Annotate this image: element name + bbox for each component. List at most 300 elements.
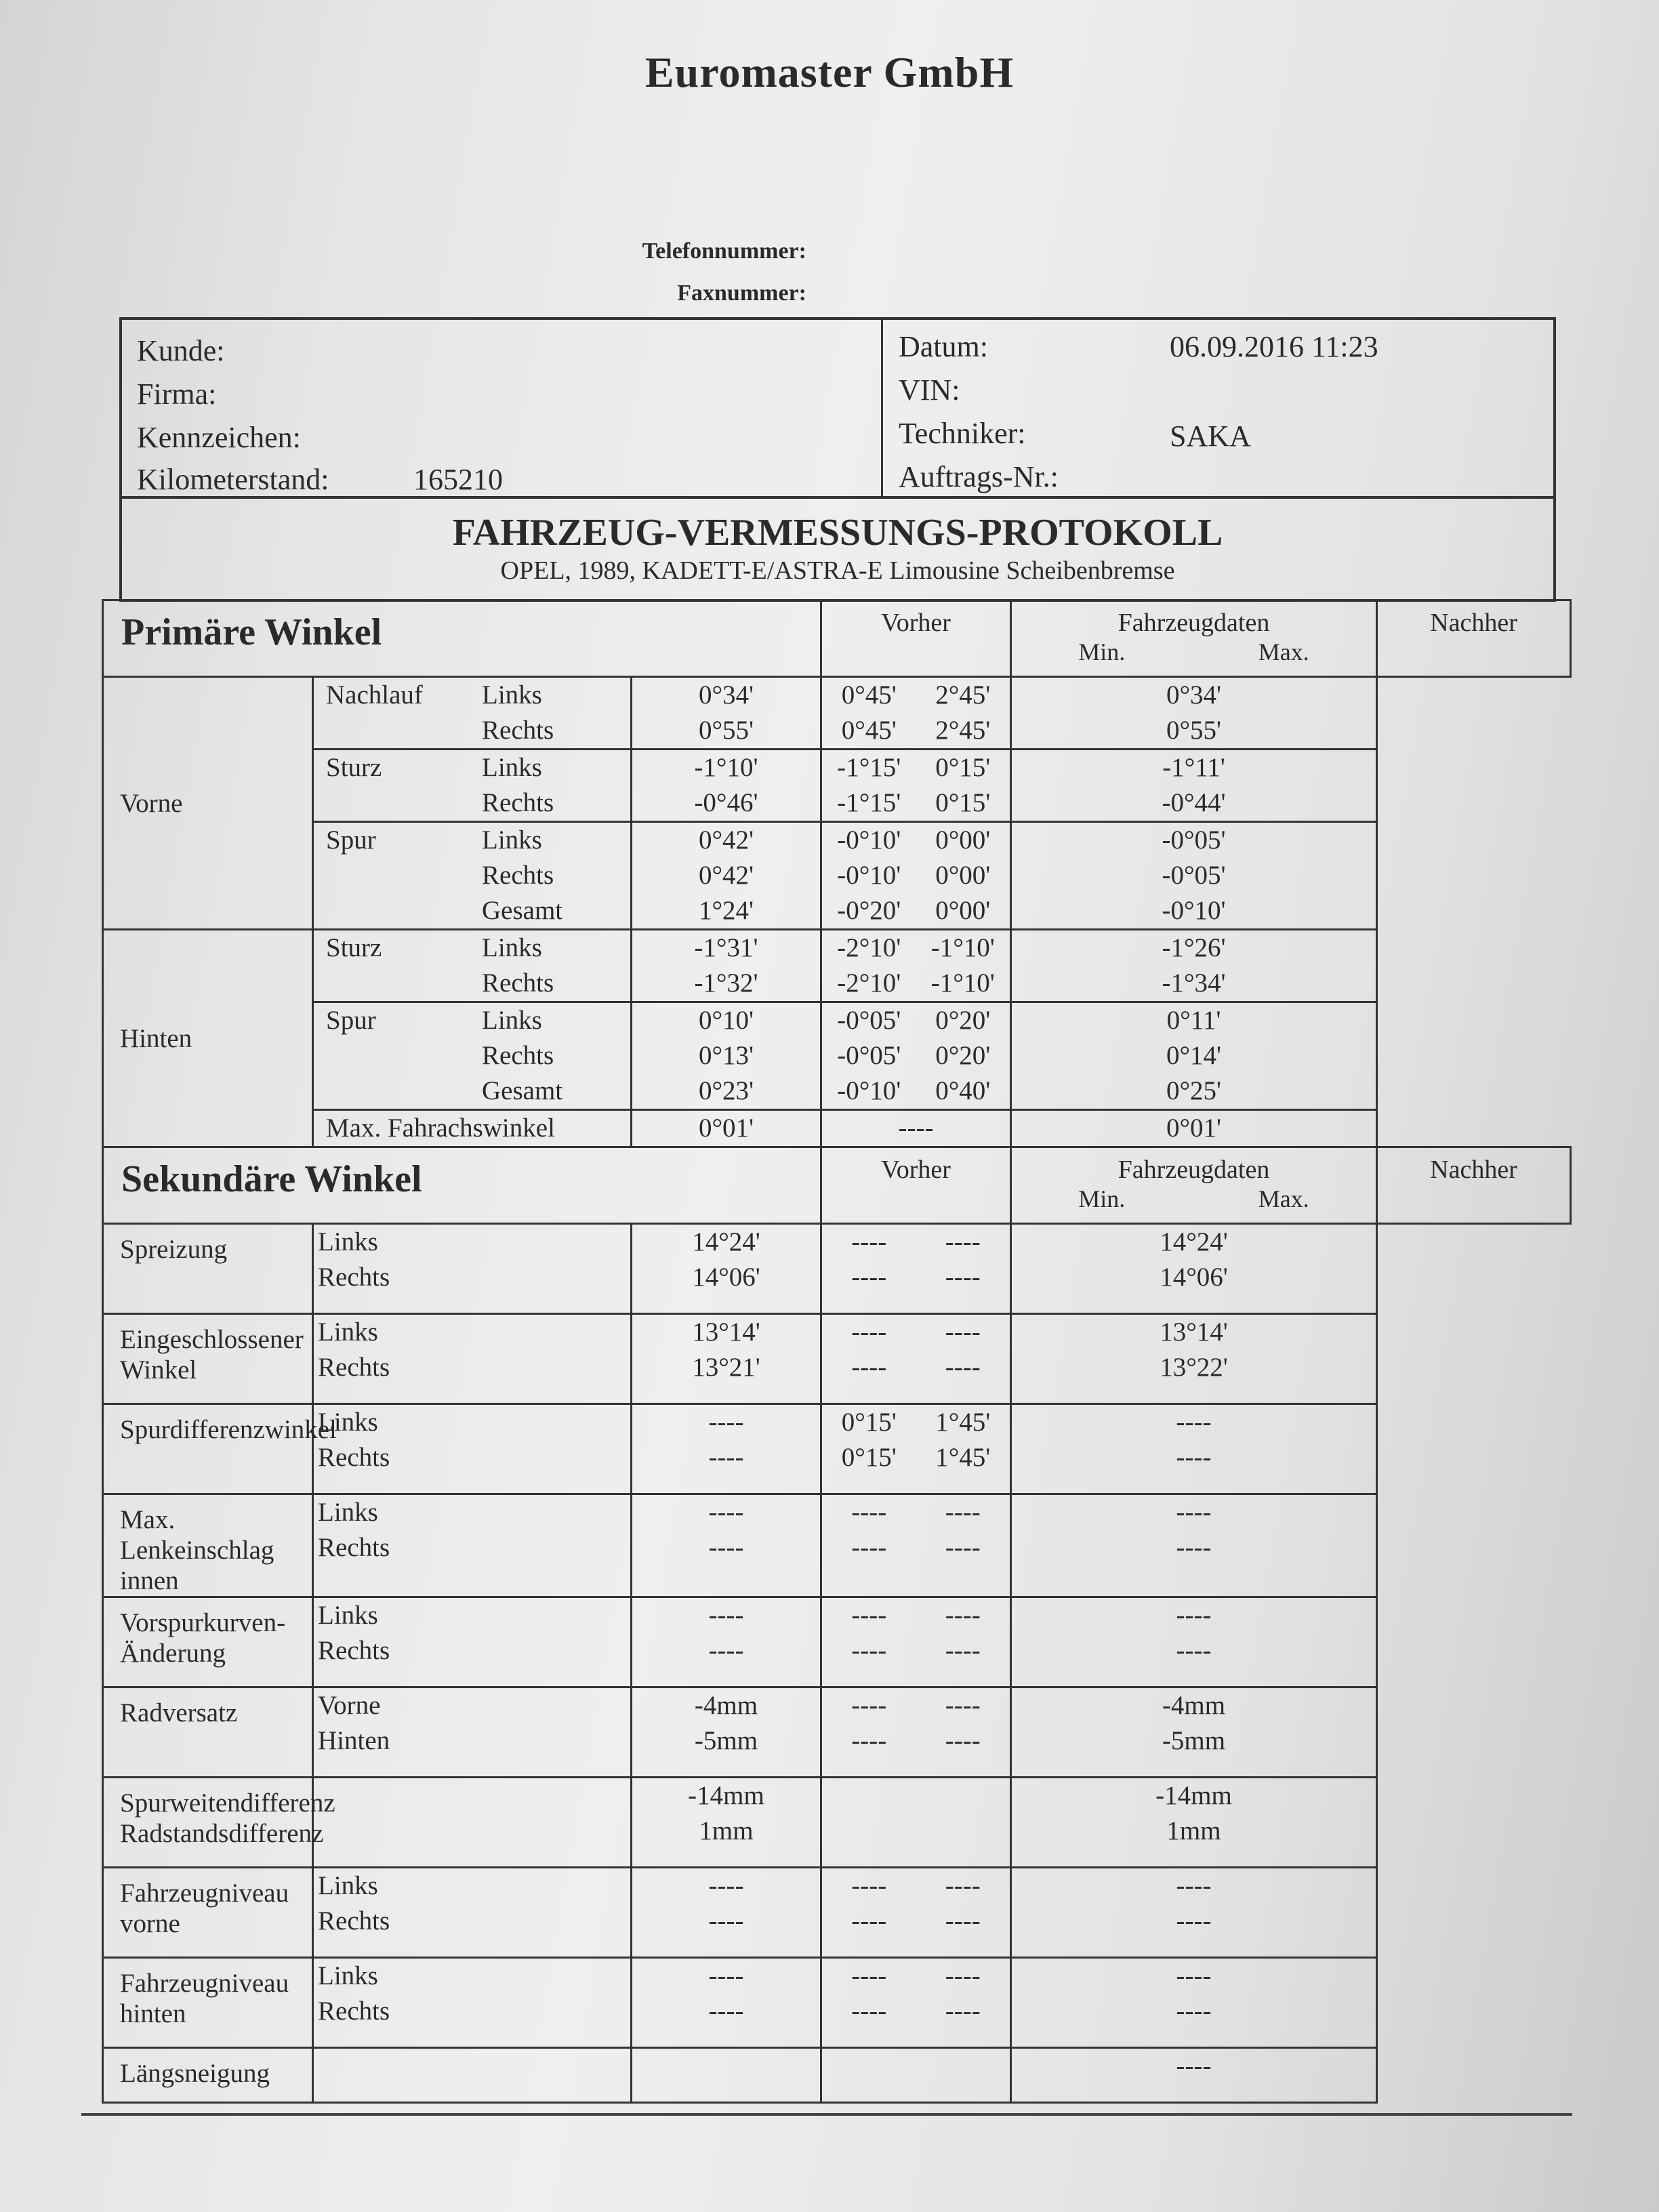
min-value: 0°15' [841, 1443, 897, 1472]
secondary-label: Fahrzeugniveau hinten [120, 1969, 289, 2028]
vorher-cell-line: 1mm [699, 1816, 754, 1845]
min-value: -0°05' [837, 1041, 901, 1070]
max-value: 0°15' [935, 753, 991, 782]
max-value: -1°10' [930, 968, 995, 998]
max-label: Max. [1258, 638, 1309, 665]
vorher-cell-line: 0°55' [698, 716, 754, 745]
vorher-cell-line: ---- [708, 1443, 744, 1472]
secondary-label-cell [103, 1314, 313, 1404]
secondary-label: Radversatz [120, 1698, 238, 1727]
max-value: ---- [945, 1317, 981, 1347]
minmax-line [822, 1038, 1010, 1073]
secondary-row [103, 1778, 1571, 1868]
fahrzeugdaten-cell [821, 677, 1011, 750]
col-vorher: Vorher [821, 600, 1011, 677]
kennzeichen-label: Kennzeichen: [137, 421, 301, 454]
nachher-cell-line: ---- [1176, 1906, 1212, 1936]
side-labels [482, 750, 554, 821]
primary-row [103, 930, 1571, 1002]
min-value: -2°10' [837, 968, 901, 998]
max-value: 0°00' [935, 825, 991, 855]
secondary-label: Vorspurkurven-Änderung [120, 1608, 286, 1668]
fahrzeugdaten-cell [821, 1494, 1011, 1597]
nachher-cell-line: 0°34' [1166, 680, 1222, 710]
max-value: ---- [945, 1871, 981, 1900]
min-value: ---- [851, 1317, 887, 1347]
vorher-cell-line: -4mm [694, 1691, 758, 1720]
side-cell-line: Hinten [318, 1726, 390, 1755]
vorher-cell-line: -5mm [694, 1726, 758, 1755]
protocol-title-box [119, 499, 1556, 602]
minmax-line [822, 1495, 1010, 1530]
side-cell-line: Rechts [318, 1996, 390, 2026]
fahrachswinkel-vorher: 0°01' [632, 1110, 821, 1147]
vorher-cell-line: 0°42' [698, 861, 754, 890]
fahrzeugdaten-label: Fahrzeugdaten [1118, 1155, 1270, 1184]
secondary-label-2: Radstandsdifferenz [120, 1819, 324, 1848]
vorher-cell-line: ---- [708, 1498, 744, 1527]
min-value: ---- [851, 1601, 887, 1630]
side-cell-line: Rechts [318, 1906, 390, 1936]
min-value: ---- [851, 1691, 887, 1720]
side-cell [313, 1494, 632, 1597]
secondary-row [103, 1494, 1571, 1597]
minmax-line [822, 1073, 1010, 1109]
minmax-line [822, 1530, 1010, 1565]
nachher-cell-line: ---- [1176, 1871, 1212, 1900]
nachher-cell-line: ---- [1176, 1408, 1212, 1437]
techniker-label: Techniker: [899, 417, 1026, 450]
minmax-line [822, 930, 1010, 966]
max-value: -1°10' [930, 933, 995, 962]
min-value: -0°05' [837, 1006, 901, 1035]
vorher-cell-line: ---- [708, 1871, 744, 1900]
vin-label: VIN: [899, 373, 960, 407]
nachher-cell-line: -0°10' [1162, 896, 1226, 925]
max-value: 0°20' [935, 1006, 991, 1035]
nachher-cell [1011, 750, 1377, 822]
col-fahrzeugdaten [1011, 1147, 1377, 1224]
side-cell [313, 1778, 632, 1868]
side-label: Gesamt [482, 896, 563, 925]
nachher-cell-line: ---- [1176, 1961, 1212, 1990]
minmax-line [822, 1723, 1010, 1759]
vehicle-description: OPEL, 1989, KADETT-E/ASTRA-E Limousine Scheibenbremse [500, 556, 1175, 585]
param-cell [313, 822, 632, 930]
min-value: ---- [851, 1906, 887, 1936]
section-title: Primäre Winkel [103, 600, 821, 677]
max-value: ---- [945, 1533, 981, 1562]
min-value: -0°20' [837, 896, 901, 925]
vorher-cell-line: -0°46' [694, 788, 758, 817]
nachher-cell [1011, 1002, 1377, 1110]
secondary-row [103, 2048, 1571, 2103]
max-value: ---- [945, 1636, 981, 1665]
side-label: Links [482, 825, 542, 855]
vorher-cell [632, 1868, 821, 1958]
max-value: 2°45' [935, 716, 991, 745]
side-label: Links [482, 753, 542, 782]
minmax-line [822, 750, 1010, 785]
nachher-cell-line: -4mm [1162, 1691, 1226, 1720]
nachher-cell-line: -5mm [1162, 1726, 1226, 1755]
nachher-cell-line: 0°55' [1166, 716, 1222, 745]
secondary-label-cell [103, 1778, 335, 1868]
max-value: ---- [945, 1498, 981, 1527]
secondary-header-row [103, 1147, 1571, 1224]
min-label: Min. [1078, 638, 1126, 665]
phone-label: Telefonnummer: [642, 239, 806, 264]
fahrzeugdaten-cell [821, 750, 1011, 822]
min-value: ---- [851, 1498, 887, 1527]
side-cell [313, 1314, 632, 1404]
side-labels [482, 823, 562, 928]
nachher-cell [1011, 822, 1377, 930]
group-hinten: Hinten [103, 930, 313, 1147]
minmax-line [822, 1225, 1010, 1260]
max-value: ---- [945, 1601, 981, 1630]
secondary-label-cell [103, 1494, 313, 1597]
nachher-cell-line: ---- [1176, 1996, 1212, 2026]
side-cell [313, 1597, 632, 1687]
nachher-cell [1011, 677, 1377, 750]
side-cell [313, 1958, 632, 2048]
min-value: 0°15' [841, 1408, 897, 1437]
fahrzeugdaten-cell [821, 930, 1011, 1002]
fahrachswinkel-label: Max. Fahrachswinkel [313, 1110, 632, 1147]
primary-header-row [103, 600, 1571, 677]
vorher-cell [632, 1314, 821, 1404]
min-value: ---- [851, 1871, 887, 1900]
col-vorher: Vorher [821, 1147, 1011, 1224]
nachher-cell-line: -0°05' [1162, 861, 1226, 890]
minmax-line [822, 823, 1010, 858]
primary-row [103, 822, 1571, 930]
side-cell [313, 2048, 632, 2103]
minmax-line [822, 1598, 1010, 1633]
minmax-line [822, 713, 1010, 748]
max-value: 0°00' [935, 861, 991, 890]
minmax-line [822, 1405, 1010, 1440]
max-value: ---- [945, 1906, 981, 1936]
nachher-cell-line: 0°11' [1166, 1006, 1221, 1035]
side-cell [313, 1687, 632, 1778]
secondary-label: Spurdifferenzwinkel [120, 1415, 337, 1444]
secondary-label-cell [103, 1958, 313, 2048]
param-cell [313, 677, 632, 750]
param-cell [313, 1002, 632, 1110]
col-fahrzeugdaten [1011, 600, 1377, 677]
vorher-cell-line: 14°06' [692, 1263, 760, 1292]
vorher-cell [632, 1958, 821, 2048]
secondary-label-cell [103, 2048, 313, 2103]
side-cell-line: Rechts [318, 1443, 390, 1472]
minmax-line [822, 966, 1010, 1001]
group-vorne: Vorne [103, 677, 313, 930]
nachher-cell-line: -1°26' [1162, 933, 1226, 962]
nachher-cell [1011, 1494, 1377, 1597]
nachher-cell [1011, 1868, 1377, 1958]
datum-value: 06.09.2016 11:23 [1170, 330, 1378, 363]
minmax-line [822, 1868, 1010, 1904]
vorher-cell-line: 13°14' [692, 1317, 760, 1347]
minmax-line [822, 893, 1010, 928]
nachher-cell-line: ---- [1176, 2051, 1212, 2081]
fahrzeugdaten-label: Fahrzeugdaten [1118, 609, 1270, 637]
max-label: Max. [1258, 1185, 1309, 1212]
firma-label: Firma: [137, 377, 217, 411]
side-labels [482, 678, 554, 748]
max-value: ---- [945, 1691, 981, 1720]
nachher-cell-line: -1°34' [1162, 968, 1226, 998]
side-label: Links [482, 680, 542, 710]
nachher-cell-line: -14mm [1155, 1781, 1232, 1810]
max-value: ---- [945, 1726, 981, 1755]
side-cell-line: Links [318, 1601, 378, 1630]
vorher-cell-line: ---- [708, 1961, 744, 1990]
vorher-cell-line: -1°32' [694, 968, 758, 998]
min-value: ---- [851, 1726, 887, 1755]
side-label: Rechts [482, 788, 554, 817]
min-value: -2°10' [837, 933, 901, 962]
header-divider [881, 320, 883, 496]
minmax-line [822, 1315, 1010, 1350]
vorher-cell-line: -14mm [688, 1781, 764, 1810]
min-value: 0°45' [841, 716, 897, 745]
secondary-row [103, 1868, 1571, 1958]
vorher-cell [632, 1778, 821, 1868]
side-cell-line: Links [318, 1317, 378, 1347]
vorher-cell [632, 1002, 821, 1110]
minmax-line [822, 1440, 1010, 1475]
fahrzeugdaten-cell [821, 1314, 1011, 1404]
side-cell-line: Links [318, 1498, 378, 1527]
param-label: Sturz [326, 933, 382, 962]
section-title: Sekundäre Winkel [103, 1147, 821, 1224]
vorher-cell-line: 0°42' [698, 825, 754, 855]
min-value: -0°10' [837, 1076, 901, 1105]
minmax-line [822, 678, 1010, 713]
minmax-line [822, 1633, 1010, 1668]
nachher-cell [1011, 1224, 1377, 1314]
fahrzeugdaten-cell [821, 1597, 1011, 1687]
primary-row [103, 750, 1571, 822]
fahrachswinkel-row [103, 1110, 1571, 1147]
fahrzeugdaten-cell [821, 1224, 1011, 1314]
max-value: ---- [945, 1961, 981, 1990]
min-value: ---- [851, 1996, 887, 2026]
min-value: ---- [851, 1961, 887, 1990]
min-value: ---- [851, 1353, 887, 1382]
min-value: 0°45' [841, 680, 897, 710]
vorher-cell-line: 0°10' [698, 1006, 754, 1035]
side-cell-line: Rechts [318, 1636, 390, 1665]
fahrzeugdaten-cell [821, 1958, 1011, 2048]
side-cell-line: Rechts [318, 1263, 390, 1292]
min-value: -1°15' [837, 753, 901, 782]
minmax-line [822, 1260, 1010, 1295]
secondary-label: Fahrzeugniveau vorne [120, 1879, 289, 1938]
fahrachswinkel-nachher: 0°01' [1011, 1110, 1377, 1147]
minmax-line [822, 1959, 1010, 1994]
vorher-cell [632, 822, 821, 930]
min-value: ---- [851, 1636, 887, 1665]
fahrzeugdaten-cell [821, 2048, 1011, 2103]
side-cell [313, 1224, 632, 1314]
fahrachswinkel-range: ---- [821, 1110, 1011, 1147]
fahrzeugdaten-cell [821, 1687, 1011, 1778]
auftrags-nr-label: Auftrags-Nr.: [899, 460, 1059, 493]
vorher-cell-line: ---- [708, 1408, 744, 1437]
nachher-cell-line: 0°14' [1166, 1041, 1222, 1070]
side-labels [482, 1003, 562, 1109]
protocol-title: FAHRZEUG-VERMESSUNGS-PROTOKOLL [452, 512, 1223, 554]
col-nachher: Nachher [1377, 1147, 1571, 1224]
secondary-row [103, 1224, 1571, 1314]
vorher-cell [632, 677, 821, 750]
max-value: 0°20' [935, 1041, 991, 1070]
fax-label: Faxnummer: [677, 281, 806, 306]
nachher-cell-line: 1mm [1166, 1816, 1221, 1845]
primary-section [103, 600, 1571, 1147]
side-cell-line: Links [318, 1408, 378, 1437]
measurement-table [102, 599, 1572, 2104]
vorher-cell-line: 0°13' [698, 1041, 754, 1070]
minmax-line [822, 858, 1010, 893]
side-label: Links [482, 1006, 542, 1035]
secondary-row [103, 1687, 1571, 1778]
nachher-cell-line: -0°44' [1162, 788, 1226, 817]
max-value: ---- [945, 1353, 981, 1382]
vorher-cell [632, 2048, 821, 2103]
vorher-cell-line: -1°10' [694, 753, 758, 782]
fahrzeugdaten-cell [821, 1868, 1011, 1958]
vorher-cell-line: -1°31' [694, 933, 758, 962]
vorher-cell [632, 1224, 821, 1314]
max-value: ---- [945, 1996, 981, 2026]
secondary-section [103, 1147, 1571, 2103]
max-value: 0°40' [935, 1076, 991, 1105]
side-label: Links [482, 933, 542, 962]
vorher-cell-line: ---- [708, 1906, 744, 1936]
nachher-cell [1011, 2048, 1377, 2103]
param-cell [313, 750, 632, 822]
secondary-label-cell [103, 1404, 337, 1494]
side-cell [313, 1404, 632, 1494]
minmax-line [822, 1688, 1010, 1723]
max-value: 1°45' [935, 1408, 991, 1437]
nachher-cell-line: ---- [1176, 1636, 1212, 1665]
min-value: -1°15' [837, 788, 901, 817]
param-cell [313, 930, 632, 1002]
param-label: Spur [326, 1006, 376, 1035]
max-value: 2°45' [935, 680, 991, 710]
customer-header-box [119, 317, 1556, 499]
vorher-cell-line: ---- [708, 1996, 744, 2026]
vorher-cell-line: ---- [708, 1636, 744, 1665]
secondary-row [103, 1404, 1571, 1494]
side-labels [482, 930, 554, 1001]
max-value: 1°45' [935, 1443, 991, 1472]
side-label: Rechts [482, 861, 554, 890]
secondary-label-cell [103, 1224, 313, 1314]
minmax-header [1012, 638, 1376, 666]
nachher-cell [1011, 1404, 1377, 1494]
nachher-cell [1011, 930, 1377, 1002]
secondary-label: Spreizung [120, 1235, 228, 1264]
footer-rule [81, 2113, 1572, 2116]
side-cell [313, 1868, 632, 1958]
vorher-cell-line: 1°24' [698, 896, 754, 925]
vorher-cell [632, 1404, 821, 1494]
nachher-cell-line: 14°06' [1160, 1263, 1228, 1292]
fahrzeugdaten-cell [821, 1778, 1011, 1868]
vorher-cell [632, 1494, 821, 1597]
secondary-row [103, 1314, 1571, 1404]
max-value: 0°15' [935, 788, 991, 817]
minmax-line [822, 1350, 1010, 1385]
vorher-cell-line: 0°34' [698, 680, 754, 710]
param-label: Nachlauf [326, 680, 423, 710]
side-cell-line: Links [318, 1961, 378, 1990]
min-value: -0°10' [837, 825, 901, 855]
side-label: Rechts [482, 716, 554, 745]
min-value: ---- [851, 1227, 887, 1256]
minmax-header [1012, 1185, 1376, 1213]
minmax-line [822, 1904, 1010, 1939]
nachher-cell-line: ---- [1176, 1533, 1212, 1562]
max-value: ---- [945, 1227, 981, 1256]
max-value: 0°00' [935, 896, 991, 925]
min-label: Min. [1078, 1185, 1126, 1212]
side-label: Gesamt [482, 1076, 563, 1105]
vorher-cell-line: 14°24' [692, 1227, 760, 1256]
primary-row [103, 677, 1571, 750]
side-cell-line: Rechts [318, 1353, 390, 1382]
secondary-label-cell [103, 1687, 313, 1778]
nachher-cell [1011, 1687, 1377, 1778]
secondary-label: Eingeschlossener Winkel [120, 1325, 304, 1385]
min-value: -0°10' [837, 861, 901, 890]
secondary-label-cell [103, 1868, 313, 1958]
vorher-cell-line: 13°21' [692, 1353, 760, 1382]
side-cell-line: Links [318, 1227, 378, 1256]
nachher-cell-line: 14°24' [1160, 1227, 1228, 1256]
min-value: ---- [851, 1263, 887, 1292]
side-cell-line: Vorne [318, 1691, 381, 1720]
col-nachher: Nachher [1377, 600, 1571, 677]
kilometerstand-value: 165210 [413, 463, 503, 496]
param-label: Spur [326, 825, 376, 855]
fahrzeugdaten-cell [821, 1404, 1011, 1494]
secondary-label: Spurweitendifferenz [120, 1788, 335, 1818]
secondary-row [103, 1958, 1571, 2048]
kilometerstand-label: Kilometerstand: [137, 463, 329, 496]
vorher-cell-line: ---- [708, 1601, 744, 1630]
vorher-cell [632, 1687, 821, 1778]
vorher-cell-line: ---- [708, 1533, 744, 1562]
minmax-line [822, 1994, 1010, 2029]
secondary-row [103, 1597, 1571, 1687]
minmax-line [822, 785, 1010, 821]
nachher-cell-line: 0°25' [1166, 1076, 1222, 1105]
vorher-cell-line: 0°23' [698, 1076, 754, 1105]
primary-row [103, 1002, 1571, 1110]
side-cell-line: Links [318, 1871, 378, 1900]
side-label: Rechts [482, 1041, 554, 1070]
min-value: ---- [851, 1533, 887, 1562]
vorher-cell [632, 750, 821, 822]
